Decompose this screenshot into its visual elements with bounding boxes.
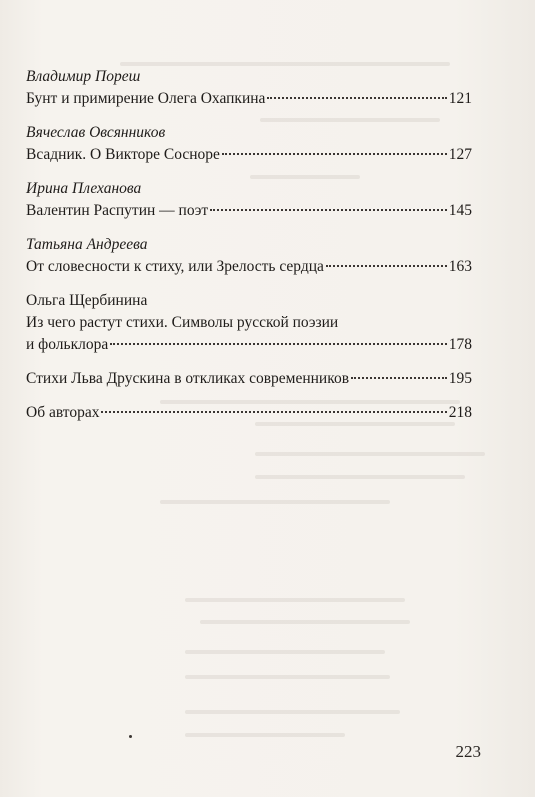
- bleed-through-mark: [185, 598, 405, 602]
- entry-author: Вячеслав Овсянников: [26, 124, 166, 141]
- entry-title: Стихи Льва Друскина в откликах современников: [26, 370, 350, 387]
- entry-page-number: 195: [448, 370, 472, 387]
- entry-page-number: 127: [448, 146, 472, 163]
- toc-entry: [26, 402, 472, 424]
- entry-author: Татьяна Андреева: [26, 236, 148, 253]
- toc-entry: [26, 178, 472, 222]
- page-number: 223: [455, 742, 481, 761]
- bleed-through-mark: [185, 733, 345, 737]
- table-of-contents: [26, 66, 472, 436]
- bleed-through-mark: [185, 710, 400, 714]
- dot-leader: [326, 265, 447, 267]
- toc-line: [26, 200, 472, 222]
- dot-leader: [210, 209, 447, 211]
- dot-leader: [101, 411, 446, 413]
- toc-entry: [26, 368, 472, 390]
- toc-line: [26, 256, 472, 278]
- entry-title: Об авторах: [26, 404, 100, 421]
- toc-line: [26, 368, 472, 390]
- toc-entry: [26, 66, 472, 110]
- entry-page-number: 218: [448, 404, 472, 421]
- ink-speck: [129, 735, 132, 738]
- entry-page-number: 121: [448, 90, 472, 107]
- entry-title: Бунт и примирение Олега Охапкина: [26, 90, 266, 107]
- toc-entry: [26, 234, 472, 278]
- entry-author: Ольга Щербинина: [26, 292, 148, 309]
- entry-page-number: 178: [448, 336, 472, 353]
- entry-author: Владимир Пореш: [26, 68, 141, 85]
- entry-title: Из чего растут стихи. Символы русской поэзии: [26, 314, 339, 331]
- entry-title-continued: и фольклора: [26, 336, 109, 353]
- dot-leader: [222, 153, 447, 155]
- bleed-through-mark: [185, 650, 385, 654]
- entry-title: Всадник. О Викторе Сосноре: [26, 146, 220, 163]
- toc-entry: [26, 290, 472, 356]
- bleed-through-mark: [185, 675, 390, 679]
- entry-title: Валентин Распутин — поэт: [26, 202, 209, 219]
- dot-leader: [351, 377, 447, 379]
- toc-line: [26, 334, 472, 356]
- entry-author: Ирина Плеханова: [26, 180, 142, 197]
- toc-line: [26, 88, 472, 110]
- bleed-through-mark: [160, 500, 390, 504]
- dot-leader: [267, 97, 446, 99]
- toc-entry: [26, 122, 472, 166]
- entry-title: От словесности к стиху, или Зрелость сердца: [26, 258, 324, 275]
- entry-page-number: 145: [448, 202, 472, 219]
- entry-page-number: 163: [448, 258, 472, 275]
- bleed-through-mark: [255, 452, 485, 456]
- bleed-through-mark: [255, 475, 465, 479]
- dot-leader: [110, 343, 447, 345]
- bleed-through-mark: [200, 620, 410, 624]
- toc-line: [26, 144, 472, 166]
- toc-line: [26, 402, 472, 424]
